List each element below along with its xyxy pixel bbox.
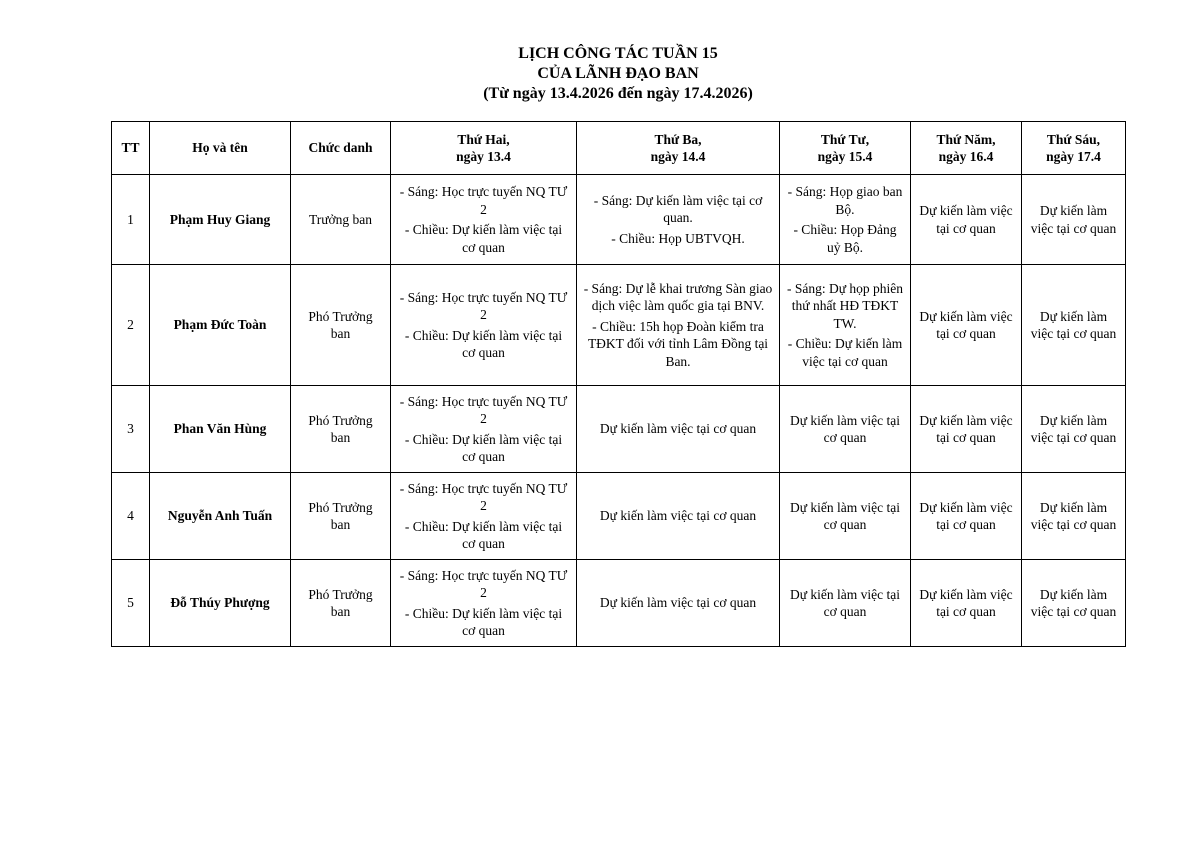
date-label: ngày 13.4 xyxy=(456,149,511,164)
leader-name: Phạm Huy Giang xyxy=(150,175,291,265)
morning-entry: - Sáng: Học trực tuyến NQ TƯ 2 xyxy=(399,480,568,513)
tuesday-cell xyxy=(577,175,780,265)
date-label: ngày 15.4 xyxy=(817,149,873,164)
afternoon-entry: - Chiều: Họp UBTVQH. xyxy=(611,230,745,246)
col-header-friday xyxy=(1022,122,1126,175)
afternoon-entry: - Chiều: Dự kiến làm việc tại cơ quan xyxy=(404,222,563,255)
leader-name: Nguyễn Anh Tuấn xyxy=(150,473,291,560)
row-number: 3 xyxy=(112,386,150,473)
table-row xyxy=(112,473,1126,560)
leader-name: Đỗ Thúy Phượng xyxy=(150,560,291,647)
col-header-title: Chức danh xyxy=(291,122,391,175)
afternoon-entry: - Chiều: Dự kiến làm việc tại cơ quan xyxy=(404,518,563,551)
monday-cell xyxy=(391,175,577,265)
row-number: 4 xyxy=(112,473,150,560)
col-header-monday xyxy=(391,122,577,175)
wednesday-cell: Dự kiến làm việc tại cơ quan xyxy=(780,560,911,647)
morning-entry: - Sáng: Dự kiến làm việc tại cơ quan. xyxy=(593,192,763,226)
table-row xyxy=(112,386,1126,473)
leader-name: Phạm Đức Toàn xyxy=(150,265,291,386)
friday-cell: Dự kiến làm việc tại cơ quan xyxy=(1022,265,1126,386)
monday-cell xyxy=(391,560,577,647)
day-label: Thứ Hai, xyxy=(457,131,510,147)
friday-cell: Dự kiến làm việc tại cơ quan xyxy=(1022,473,1126,560)
tuesday-cell: Dự kiến làm việc tại cơ quan xyxy=(577,386,780,473)
row-number: 5 xyxy=(112,560,150,647)
day-label: Thứ Năm, xyxy=(936,131,996,147)
title-date-range: (Từ ngày 13.4.2026 đến ngày 17.4.2026) xyxy=(483,85,753,102)
afternoon-entry: - Chiều: Dự kiến làm việc tại cơ quan xyxy=(404,431,563,464)
table-row xyxy=(112,560,1126,647)
thursday-cell: Dự kiến làm việc tại cơ quan xyxy=(911,473,1022,560)
morning-entry: - Sáng: Dự họp phiên thứ nhất HĐ TĐKT TW. xyxy=(786,280,904,331)
afternoon-entry: - Chiều: Họp Đảng uỷ Bộ. xyxy=(793,222,897,255)
leader-title: Phó Trưởng ban xyxy=(291,560,391,647)
afternoon-entry: - Chiều: Dự kiến làm việc tại cơ quan xyxy=(404,327,563,360)
day-label: Thứ Tư, xyxy=(820,131,870,147)
morning-entry: - Sáng: Học trực tuyến NQ TƯ 2 xyxy=(399,184,568,217)
col-header-name: Họ và tên xyxy=(150,122,291,175)
thursday-cell: Dự kiến làm việc tại cơ quan xyxy=(911,265,1022,386)
date-label: ngày 14.4 xyxy=(650,149,706,164)
tuesday-cell: Dự kiến làm việc tại cơ quan xyxy=(577,560,780,647)
wednesday-cell xyxy=(780,175,911,265)
header-row xyxy=(112,122,1126,175)
morning-entry: - Sáng: Học trực tuyến NQ TƯ 2 xyxy=(399,289,568,322)
table-row xyxy=(112,265,1126,386)
afternoon-entry: - Chiều: Dự kiến làm việc tại cơ quan xyxy=(787,336,903,369)
date-label: ngày 17.4 xyxy=(1046,149,1101,164)
leader-title: Trưởng ban xyxy=(291,175,391,265)
col-header-tuesday xyxy=(577,122,780,175)
leader-title: Phó Trưởng ban xyxy=(291,473,391,560)
morning-entry: - Sáng: Học trực tuyến NQ TƯ 2 xyxy=(399,393,568,426)
leader-title: Phó Trưởng ban xyxy=(291,265,391,386)
leader-title: Phó Trưởng ban xyxy=(291,386,391,473)
thursday-cell: Dự kiến làm việc tại cơ quan xyxy=(911,560,1022,647)
afternoon-entry: - Chiều: 15h họp Đoàn kiểm tra TĐKT đối với tỉnh Lâm Đồng tại Ban. xyxy=(587,318,769,369)
afternoon-entry: - Chiều: Dự kiến làm việc tại cơ quan xyxy=(404,605,563,638)
wednesday-cell: Dự kiến làm việc tại cơ quan xyxy=(780,473,911,560)
thursday-cell: Dự kiến làm việc tại cơ quan xyxy=(911,175,1022,265)
row-number: 2 xyxy=(112,265,150,386)
col-header-thursday xyxy=(911,122,1022,175)
day-label: Thứ Ba, xyxy=(654,131,702,147)
table-row xyxy=(112,175,1126,265)
tuesday-cell xyxy=(577,265,780,386)
title-line-1: LỊCH CÔNG TÁC TUẦN 15 xyxy=(518,45,718,62)
thursday-cell: Dự kiến làm việc tại cơ quan xyxy=(911,386,1022,473)
morning-entry: - Sáng: Học trực tuyến NQ TƯ 2 xyxy=(399,567,568,600)
leader-name: Phan Văn Hùng xyxy=(150,386,291,473)
friday-cell: Dự kiến làm việc tại cơ quan xyxy=(1022,560,1126,647)
document-title xyxy=(0,44,1200,104)
wednesday-cell xyxy=(780,265,911,386)
monday-cell xyxy=(391,265,577,386)
col-header-tt: TT xyxy=(112,122,150,175)
tuesday-cell: Dự kiến làm việc tại cơ quan xyxy=(577,473,780,560)
friday-cell: Dự kiến làm việc tại cơ quan xyxy=(1022,175,1126,265)
row-number: 1 xyxy=(112,175,150,265)
morning-entry: - Sáng: Họp giao ban Bộ. xyxy=(787,184,903,217)
wednesday-cell: Dự kiến làm việc tại cơ quan xyxy=(780,386,911,473)
friday-cell: Dự kiến làm việc tại cơ quan xyxy=(1022,386,1126,473)
day-label: Thứ Sáu, xyxy=(1046,131,1101,147)
monday-cell xyxy=(391,473,577,560)
schedule-table xyxy=(111,121,1126,647)
date-label: ngày 16.4 xyxy=(938,149,994,164)
morning-entry: - Sáng: Dự lễ khai trương Sàn giao dịch việc làm quốc gia tại BNV. xyxy=(583,280,773,314)
monday-cell xyxy=(391,386,577,473)
col-header-wednesday xyxy=(780,122,911,175)
title-line-2: CỦA LÃNH ĐẠO BAN xyxy=(537,65,699,82)
